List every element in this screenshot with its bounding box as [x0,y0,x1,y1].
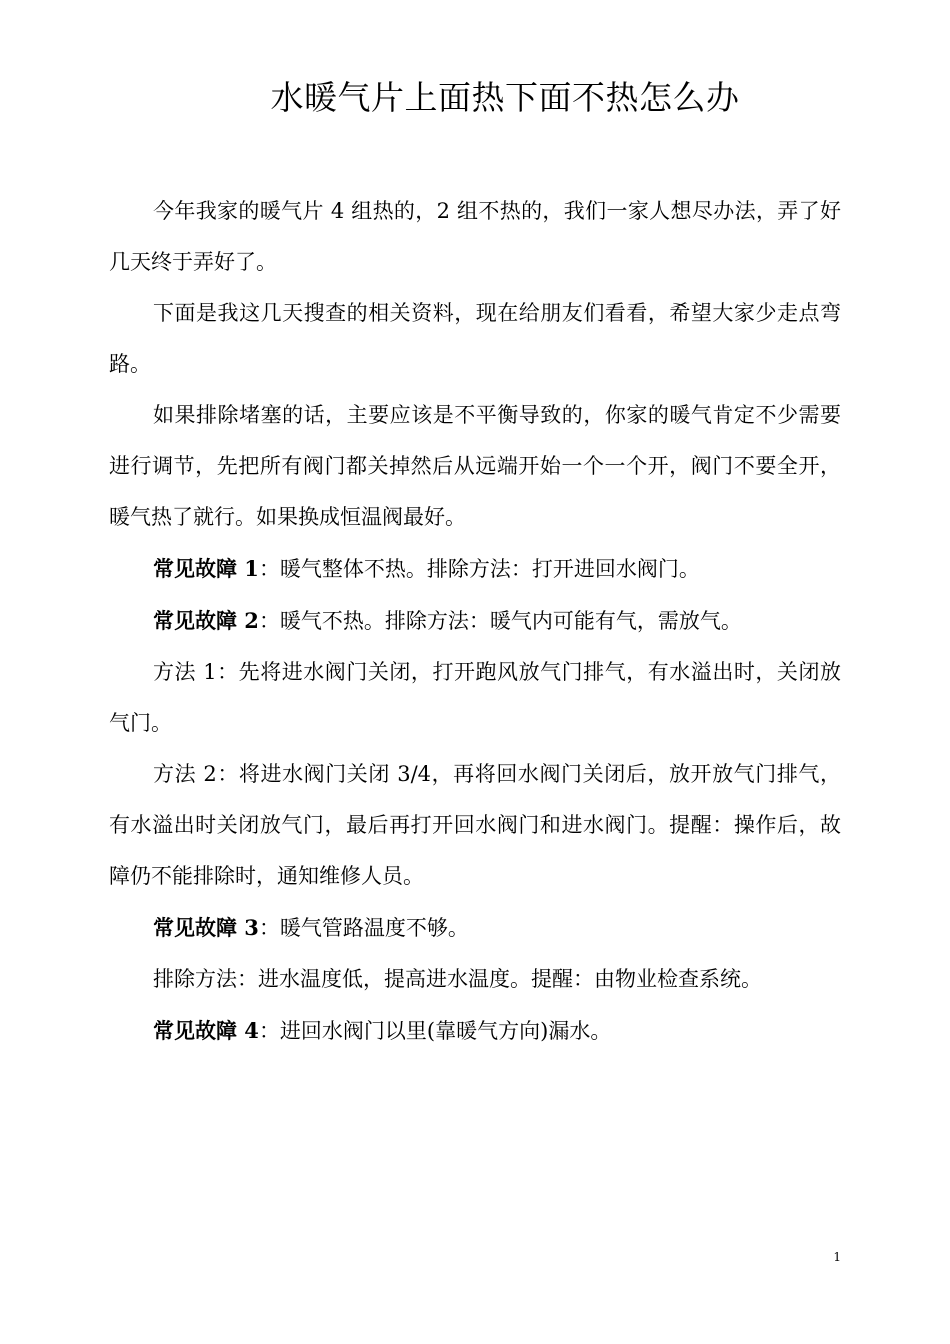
paragraph-fault-4 [109,1005,841,1057]
paragraph-fault-3-solution [109,954,841,1005]
paragraph-fault-2 [109,595,841,647]
fault-label: 常见故障 3 [153,915,259,940]
paragraph-fault-3 [109,902,841,954]
paragraph-text: 排除方法：进水温度低，提高进水温度。提醒：由物业检查系统。 [153,967,762,991]
paragraph-text: 今年我家的暖气片 4 组热的，2 组不热的，我们一家人想尽办法，弄了好几天终于弄好了。 [109,199,841,274]
fault-label: 常见故障 1 [153,556,259,581]
fault-label: 常见故障 2 [153,608,259,633]
paragraph-text: ：进回水阀门以里(靠暖气方向)漏水。 [258,1019,612,1043]
paragraph-text: 如果排除堵塞的话，主要应该是不平衡导致的，你家的暖气肯定不少需要进行调节，先把所有阀门都关掉然后从远端开始一个一个开，阀门不要全开，暖气热了就行。如果换成恒温阀最好。 [109,403,841,529]
paragraph-method-2 [109,749,841,902]
paragraph-text: ：暖气整体不热。排除方法：打开进回水阀门。 [258,557,700,581]
paragraph-method-1 [109,647,841,749]
paragraph-text: ：暖气不热。排除方法：暖气内可能有气，需放气。 [258,609,742,633]
document-title: 水暖气片上面热下面不热怎么办 [270,78,740,117]
paragraph-resources [109,288,841,390]
paragraph-text: ：暖气管路温度不够。 [258,916,469,940]
paragraph-intro [109,186,841,288]
paragraph-text: 下面是我这几天搜查的相关资料，现在给朋友们看看，希望大家少走点弯路。 [109,301,841,376]
document-body [109,186,841,1057]
paragraph-fault-1 [109,543,841,595]
paragraph-text: 方法 2：将进水阀门关闭 3/4，再将回水阀门关闭后，放开放气门排气，有水溢出时关闭放气门，最后再打开回水阀门和进水阀门。提醒：操作后，故障仍不能排除时，通知维修人员。 [109,762,841,888]
page-number: 1 [833,1250,841,1264]
fault-label: 常见故障 4 [153,1018,259,1043]
paragraph-balancing [109,390,841,543]
paragraph-text: 方法 1：先将进水阀门关闭，打开跑风放气门排气，有水溢出时，关闭放气门。 [109,660,841,735]
